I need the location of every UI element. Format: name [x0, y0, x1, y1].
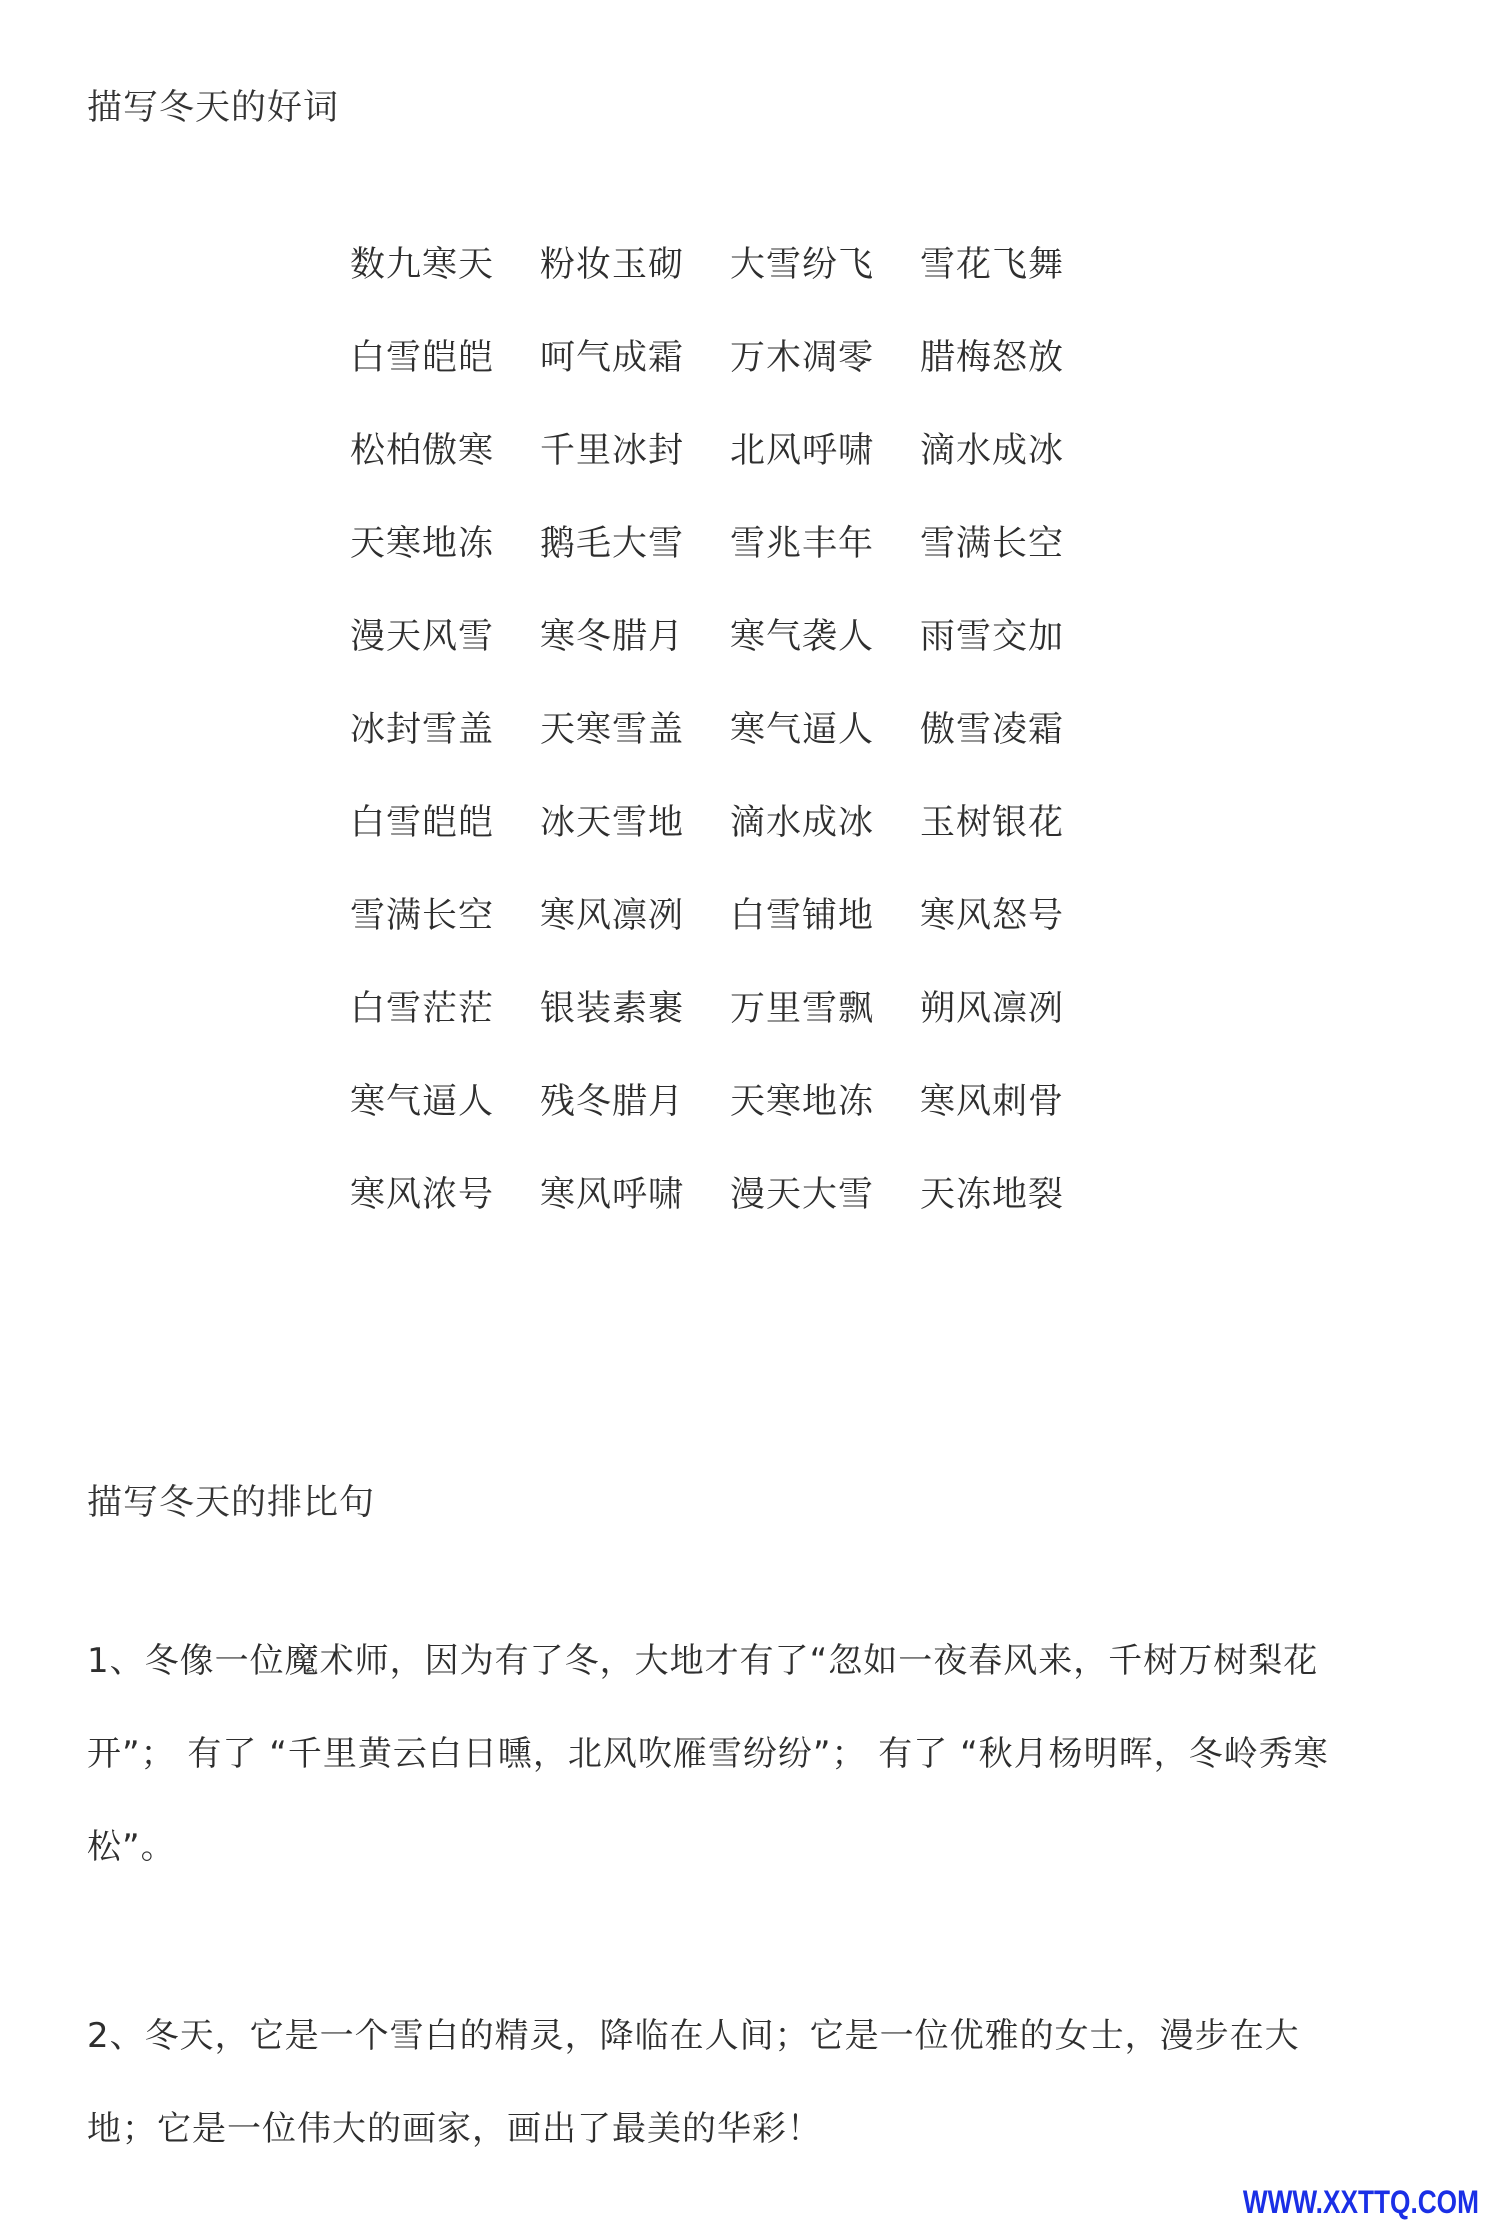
word: 寒风呼啸 — [540, 1175, 685, 1215]
word: 天寒地冻 — [730, 1082, 875, 1122]
word: 寒气逼人 — [350, 1082, 495, 1122]
word: 漫天风雪 — [350, 617, 495, 657]
word: 千里冰封 — [540, 431, 685, 471]
word: 白雪茫茫 — [350, 989, 495, 1029]
word: 松柏傲寒 — [350, 431, 495, 471]
word-row — [350, 1077, 1110, 1170]
word-row — [350, 333, 1110, 426]
watermark: WWW.XXTTQ.COM — [1242, 2184, 1479, 2220]
word-row — [350, 1170, 1110, 1263]
word: 寒风怒号 — [920, 896, 1065, 936]
word-row — [350, 612, 1110, 705]
paragraph-1: 1、冬像一位魔术师，因为有了冬，大地才有了“忽如一夜春风来，千树万树梨花开”； 有了 “千里黄云白日曛，北风吹雁雪纷纷”； 有了 “秋月杨明晖，冬岭秀寒松”。 — [87, 1641, 1329, 1867]
word: 雪满长空 — [920, 524, 1065, 564]
word: 雪花飞舞 — [920, 245, 1065, 285]
word: 滴水成冰 — [920, 431, 1065, 471]
paragraph-2: 2、冬天，它是一个雪白的精灵，降临在人间；它是一位优雅的女士，漫步在大地；它是一位伟大的画家，画出了最美的华彩！ — [87, 2016, 1300, 2149]
word: 玉树银花 — [920, 803, 1065, 843]
word: 腊梅怒放 — [920, 338, 1065, 378]
word: 冰封雪盖 — [350, 710, 495, 750]
word: 雪兆丰年 — [730, 524, 875, 564]
word-row — [350, 519, 1110, 612]
word: 天寒雪盖 — [540, 710, 685, 750]
word: 残冬腊月 — [540, 1082, 685, 1122]
word: 粉妆玉砌 — [540, 245, 685, 285]
word: 寒冬腊月 — [540, 617, 685, 657]
word-row — [350, 984, 1110, 1077]
word: 天寒地冻 — [350, 524, 495, 564]
word: 数九寒天 — [350, 245, 495, 285]
word: 傲雪凌霜 — [920, 710, 1065, 750]
section-title-parallelism: 描写冬天的排比句 — [87, 1483, 376, 1523]
section-title-good-words: 描写冬天的好词 — [87, 88, 340, 128]
word: 漫天大雪 — [730, 1175, 875, 1215]
word: 滴水成冰 — [730, 803, 875, 843]
word-row — [350, 891, 1110, 984]
word: 雪满长空 — [350, 896, 495, 936]
word: 白雪皑皑 — [350, 338, 495, 378]
word: 呵气成霜 — [540, 338, 685, 378]
word: 北风呼啸 — [730, 431, 875, 471]
word: 寒风刺骨 — [920, 1082, 1065, 1122]
word-row — [350, 426, 1110, 519]
word: 雨雪交加 — [920, 617, 1065, 657]
word-row — [350, 705, 1110, 798]
word: 寒风浓号 — [350, 1175, 495, 1215]
word-row — [350, 240, 1110, 333]
word: 银装素裹 — [540, 989, 685, 1029]
word: 寒风凛冽 — [540, 896, 685, 936]
word: 鹅毛大雪 — [540, 524, 685, 564]
word: 大雪纷飞 — [730, 245, 875, 285]
word: 白雪皑皑 — [350, 803, 495, 843]
word: 万里雪飘 — [730, 989, 875, 1029]
word: 冰天雪地 — [540, 803, 685, 843]
word-grid — [350, 240, 1110, 1263]
word: 寒气袭人 — [730, 617, 875, 657]
word: 寒气逼人 — [730, 710, 875, 750]
word: 天冻地裂 — [920, 1175, 1065, 1215]
word-row — [350, 798, 1110, 891]
word: 万木凋零 — [730, 338, 875, 378]
word: 朔风凛冽 — [920, 989, 1065, 1029]
word: 白雪铺地 — [730, 896, 875, 936]
